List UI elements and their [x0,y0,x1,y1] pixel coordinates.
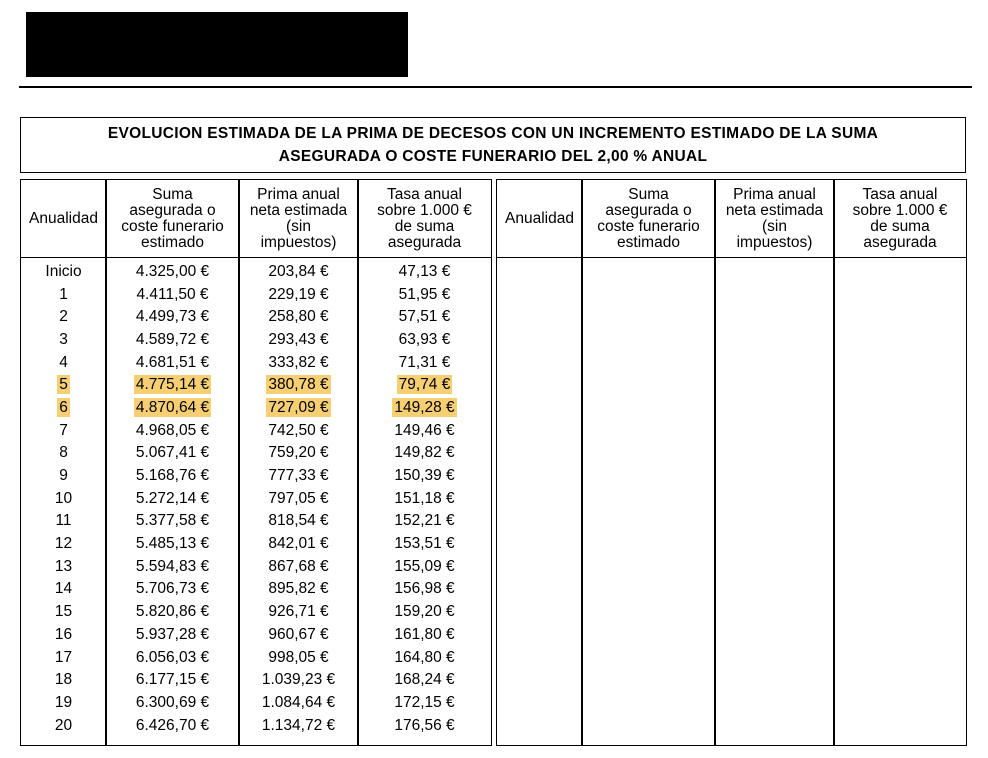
cell-suma [106,555,239,578]
cell-anualidad [21,305,106,328]
cell-tasa-value: 79,74 € [398,376,451,394]
cell-anualidad-value: 14 [54,580,73,598]
cell-suma-value: 4.411,50 € [136,285,209,303]
cell-suma-value: 6.056,03 € [135,648,210,666]
table-row [21,555,491,578]
cell-prima-value: 203,84 € [268,262,329,280]
table-row [21,646,491,669]
cell-anualidad-value: 5 [59,376,68,394]
cell-anualidad [21,646,106,669]
cell-prima-value: 759,20 € [268,444,329,462]
cell-prima [239,714,358,737]
cell-anualidad [21,351,106,374]
cell-suma-value: 4.870,64 € [135,398,210,416]
cell-anualidad [21,532,106,555]
table-header-right [497,180,966,258]
cell-prima [239,668,358,691]
table-row [21,578,491,601]
cell-tasa [358,646,491,669]
cell-tasa-value: 161,80 € [394,625,455,643]
cell-anualidad-value: 20 [54,716,73,734]
cell-tasa [358,305,491,328]
cell-suma [106,668,239,691]
cell-suma-value: 5.272,14 € [135,489,210,507]
header-prima-line: Prima anual [257,185,340,203]
cell-suma [106,623,239,646]
table-row [21,600,491,623]
cell-tasa [358,328,491,351]
cell-tasa [358,373,491,396]
cell-anualidad [21,555,106,578]
cell-prima [239,578,358,601]
cell-anualidad [21,419,106,442]
cell-prima-value: 258,80 € [268,308,329,326]
cell-tasa [358,396,491,419]
cell-prima [239,510,358,533]
header-prima-line: impuestos) [736,233,813,251]
cell-anualidad-value: 11 [55,512,72,530]
cell-prima [239,260,358,283]
header-suma-line: asegurada o [129,201,216,219]
cell-anualidad [21,668,106,691]
cell-tasa-value: 150,39 € [394,467,455,485]
cell-tasa-value: 51,95 € [398,285,451,303]
header-prima-line: neta estimada [249,201,348,219]
cell-prima [239,396,358,419]
cell-tasa-value: 149,82 € [394,444,455,462]
cell-prima-value: 1.084,64 € [261,693,336,711]
cell-anualidad-value: 12 [54,535,73,553]
header-suma-line: estimado [617,233,680,251]
cell-tasa [358,714,491,737]
cell-tasa-value: 156,98 € [394,580,455,598]
cell-anualidad-value: 7 [59,421,68,439]
cell-prima [239,691,358,714]
cell-prima-value: 333,82 € [268,353,329,371]
cell-suma-value: 4.968,05 € [135,421,210,439]
column-divider [833,180,835,745]
cell-anualidad-value: 3 [59,330,68,348]
cell-suma [106,532,239,555]
header-anualidad [497,180,582,257]
header-prima-line: neta estimada [725,201,824,219]
cell-suma [106,442,239,465]
premium-table-right [496,179,967,746]
cell-tasa [358,532,491,555]
cell-suma [106,283,239,306]
cell-tasa-value: 159,20 € [394,603,455,621]
cell-anualidad-value: 2 [59,308,68,326]
cell-suma [106,510,239,533]
cell-tasa-value: 47,13 € [398,262,451,280]
cell-prima [239,623,358,646]
cell-prima-value: 818,54 € [268,512,329,530]
header-anualidad-label: Anualidad [505,209,574,227]
cell-tasa [358,600,491,623]
cell-prima-value: 727,09 € [268,398,329,416]
cell-tasa-value: 57,51 € [398,308,451,326]
cell-suma [106,328,239,351]
cell-prima-value: 842,01 € [268,535,329,553]
column-divider [581,180,583,745]
cell-anualidad [21,510,106,533]
cell-suma-value: 4.775,14 € [135,376,210,394]
cell-tasa [358,487,491,510]
table-header-left [21,180,491,258]
cell-anualidad-value: 1 [59,285,68,303]
cell-prima-value: 380,78 € [268,376,329,394]
cell-suma-value: 5.706,73 € [135,580,210,598]
cell-prima [239,283,358,306]
header-divider [19,86,972,88]
cell-prima [239,305,358,328]
cell-suma [106,600,239,623]
table-row [21,373,491,396]
table-body-left [21,260,491,736]
table-row [21,396,491,419]
cell-anualidad [21,691,106,714]
header-tasa-line: sobre 1.000 € [377,201,472,219]
table-row [21,532,491,555]
cell-tasa [358,578,491,601]
header-tasa-line: Tasa anual [387,185,462,203]
cell-suma [106,373,239,396]
cell-tasa-value: 149,28 € [394,398,455,416]
header-suma [106,180,239,257]
cell-tasa [358,691,491,714]
cell-prima-value: 293,43 € [268,330,329,348]
table-row [21,510,491,533]
header-prima-line: (sin [762,217,787,235]
header-suma-line: Suma [628,185,669,203]
column-divider [714,180,716,745]
cell-suma-value: 4.589,72 € [135,330,210,348]
header-suma-line: asegurada o [605,201,692,219]
cell-prima-value: 229,19 € [268,285,329,303]
cell-tasa-value: 151,18 € [394,489,455,507]
cell-tasa [358,283,491,306]
header-tasa-line: de suma [870,217,930,235]
cell-suma-value: 5.377,58 € [135,512,210,530]
cell-tasa-value: 149,46 € [394,421,455,439]
table-row [21,464,491,487]
cell-suma-value: 5.067,41 € [135,444,210,462]
cell-anualidad [21,600,106,623]
table-row [21,305,491,328]
cell-tasa-value: 176,56 € [394,716,455,734]
cell-anualidad-value: 16 [54,625,73,643]
header-tasa [834,180,966,257]
cell-suma [106,351,239,374]
cell-anualidad [21,260,106,283]
cell-prima [239,532,358,555]
cell-prima [239,442,358,465]
cell-suma [106,464,239,487]
cell-anualidad-value: 10 [54,489,73,507]
cell-tasa [358,623,491,646]
table-row [21,328,491,351]
header-tasa-line: asegurada [863,233,937,251]
cell-tasa [358,668,491,691]
header-prima-line: impuestos) [260,233,337,251]
cell-prima [239,555,358,578]
cell-anualidad [21,442,106,465]
cell-suma [106,396,239,419]
cell-anualidad-value: 8 [59,444,68,462]
cell-suma [106,260,239,283]
table-row [21,260,491,283]
table-row [21,442,491,465]
cell-anualidad [21,464,106,487]
table-row [21,691,491,714]
cell-prima [239,600,358,623]
header-suma-line: coste funerario [597,217,700,235]
cell-tasa-value: 164,80 € [394,648,455,666]
table-title-box [20,117,966,173]
table-row [21,351,491,374]
cell-anualidad-value: 4 [59,353,68,371]
cell-prima-value: 777,33 € [268,467,329,485]
cell-tasa [358,510,491,533]
cell-anualidad-value: 9 [59,467,68,485]
cell-suma-value: 4.499,73 € [135,308,210,326]
cell-suma [106,691,239,714]
cell-prima [239,646,358,669]
cell-prima [239,487,358,510]
cell-suma-value: 6.177,15 € [135,671,210,689]
cell-anualidad-value: 19 [54,693,73,711]
cell-suma-value: 4.681,51 € [135,353,210,371]
cell-suma-value: 6.426,70 € [135,716,210,734]
cell-tasa-value: 152,21 € [394,512,455,530]
cell-tasa-value: 153,51 € [394,535,455,553]
cell-tasa [358,442,491,465]
title-line-2: ASEGURADA O COSTE FUNERARIO DEL 2,00 % ANUAL [278,148,708,165]
cell-prima [239,351,358,374]
table-row [21,419,491,442]
cell-tasa-value: 172,15 € [394,693,455,711]
cell-anualidad [21,283,106,306]
cell-suma-value: 5.485,13 € [135,535,210,553]
cell-anualidad-value: 13 [54,557,73,575]
cell-anualidad-value: Inicio [45,262,82,280]
cell-suma [106,646,239,669]
cell-prima-value: 867,68 € [268,557,329,575]
cell-anualidad [21,373,106,396]
header-tasa-line: asegurada [387,233,462,251]
header-tasa-line: de suma [394,217,455,235]
cell-suma [106,419,239,442]
cell-prima [239,419,358,442]
cell-prima-value: 742,50 € [268,421,329,439]
header-prima [715,180,834,257]
cell-anualidad [21,328,106,351]
cell-tasa [358,464,491,487]
header-tasa-line: Tasa anual [862,185,938,203]
table-row [21,283,491,306]
header-suma-line: Suma [152,185,193,203]
header-suma-line: estimado [141,233,204,251]
cell-suma-value: 5.594,83 € [135,557,210,575]
header-anualidad [21,180,106,257]
cell-prima-value: 1.134,72 € [261,716,336,734]
cell-tasa [358,419,491,442]
cell-tasa [358,351,491,374]
header-prima-line: (sin [286,217,311,235]
table-row [21,487,491,510]
cell-suma [106,578,239,601]
cell-suma-value: 6.300,69 € [135,693,210,711]
cell-anualidad [21,714,106,737]
cell-suma [106,305,239,328]
header-tasa [358,180,491,257]
cell-anualidad-value: 18 [54,671,73,689]
header-prima-line: Prima anual [733,185,816,203]
table-row [21,714,491,737]
table-row [21,668,491,691]
cell-anualidad-value: 15 [54,603,73,621]
header-suma [582,180,715,257]
cell-tasa-value: 71,31 € [398,353,451,371]
cell-prima [239,328,358,351]
cell-tasa-value: 63,93 € [398,330,451,348]
cell-tasa-value: 168,24 € [394,671,455,689]
header-tasa-line: sobre 1.000 € [852,201,948,219]
table-row [21,623,491,646]
cell-suma-value: 5.937,28 € [135,625,210,643]
cell-anualidad [21,578,106,601]
cell-tasa-value: 155,09 € [394,557,455,575]
header-prima [239,180,358,257]
header-anualidad-label: Anualidad [29,209,98,227]
cell-prima-value: 1.039,23 € [261,671,336,689]
cell-anualidad [21,487,106,510]
cell-suma [106,714,239,737]
cell-anualidad-value: 6 [59,398,68,416]
cell-tasa [358,555,491,578]
cell-prima-value: 960,67 € [268,625,329,643]
cell-anualidad-value: 17 [54,648,73,666]
cell-anualidad [21,396,106,419]
cell-suma-value: 5.168,76 € [135,467,210,485]
title-line-1: EVOLUCION ESTIMADA DE LA PRIMA DE DECESOS CON UN INCREMENTO ESTIMADO DE LA SUMA [107,125,879,142]
cell-anualidad [21,623,106,646]
cell-prima [239,373,358,396]
cell-tasa [358,260,491,283]
cell-prima-value: 797,05 € [268,489,329,507]
header-suma-line: coste funerario [121,217,224,235]
cell-suma-value: 5.820,86 € [135,603,210,621]
cell-prima-value: 998,05 € [268,648,329,666]
cell-suma-value: 4.325,00 € [135,262,210,280]
cell-prima-value: 926,71 € [268,603,329,621]
cell-suma [106,487,239,510]
redacted-header-block [26,12,408,77]
cell-prima-value: 895,82 € [268,580,329,598]
premium-table-left [20,179,492,746]
cell-prima [239,464,358,487]
